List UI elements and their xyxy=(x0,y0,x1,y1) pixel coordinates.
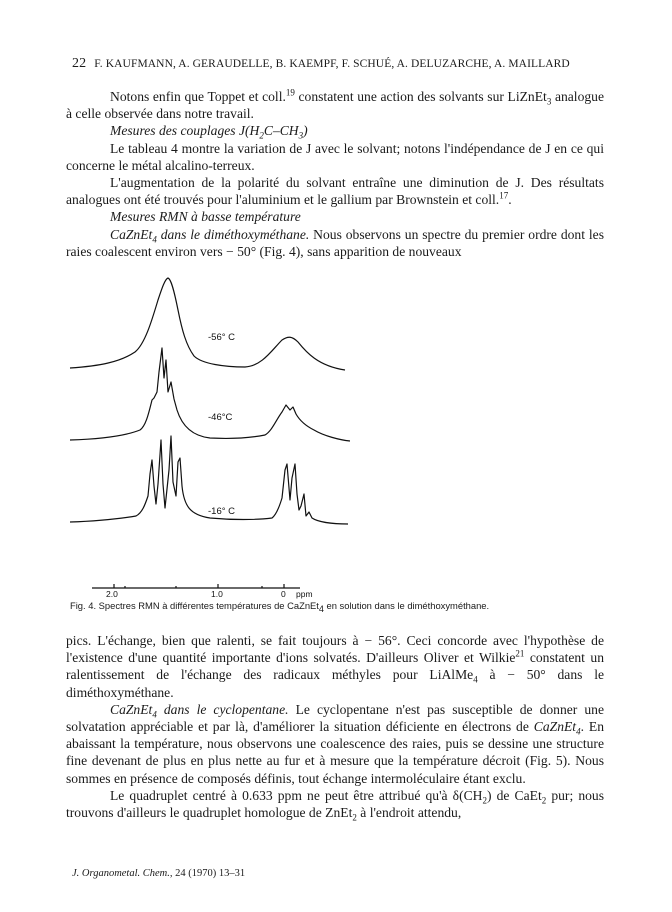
subscript: 4 xyxy=(473,675,478,686)
body-text-bottom xyxy=(66,632,604,821)
text-run: analogue à celle observée dans notre travail. xyxy=(66,89,605,122)
subscript: 4 xyxy=(152,709,157,720)
text-run: constatent une action des solvants sur LiZnEt xyxy=(294,89,547,104)
axis-tick-0: 0 xyxy=(281,589,286,599)
reference-superscript: 21 xyxy=(515,648,525,659)
subscript: 4 xyxy=(576,726,581,737)
reference-superscript: 19 xyxy=(285,87,295,98)
text-run: à − 50° dans le diméthoxyméthane. xyxy=(66,667,605,700)
trace-label-minus46: -46°C xyxy=(208,412,233,423)
text-run: ) de CaEt xyxy=(487,787,542,803)
text-run: Mesures des couplages J(H xyxy=(110,123,260,139)
text-run: . En abaissant la température, nous observons une coalescence des raies, puis se dessine une structure fine devenant de plus en plus nette au fur et à mesure que la température décroit (Fig. 5). Nous sommes en présence de composés définis, tout échange intermoléculaire étant exclu. xyxy=(66,719,604,786)
subscript: 2 xyxy=(352,812,357,823)
text-run: Le cyclopentane n'est pas susceptible de donner une solvatation appréciable et par là, d'améliorer la situation déficiente en électrons de xyxy=(66,701,604,735)
subscript: 3 xyxy=(298,131,304,142)
text-run: dans le diméthoxyméthane. xyxy=(156,226,310,242)
journal-name: J. Organometal. Chem., xyxy=(72,868,173,879)
text-run: constatent un ralentissement de l'échange des radicaux méthyles pour LiAlMe xyxy=(66,650,604,683)
axis-tick-2: 2.0 xyxy=(106,589,118,599)
axis-tick-1: 1.0 xyxy=(211,589,223,599)
paragraph-cyclopentane xyxy=(66,701,604,787)
compound-name: CaZnEt xyxy=(110,701,153,717)
compound-name: CaZnEt xyxy=(533,719,577,735)
x-axis xyxy=(92,584,300,588)
subscript: 2 xyxy=(259,131,264,142)
axis-unit: ppm xyxy=(296,589,313,599)
text-run: Le quadruplet centré à 0.633 ppm ne peut être attribué qu'à δ(CH xyxy=(110,787,483,803)
paragraph-quadruplet xyxy=(66,787,604,821)
page-number: 22 xyxy=(72,56,87,71)
compound-name: CaZnEt xyxy=(110,226,153,242)
text-run: pur; nous trouvons d'ailleurs le quadruplet homologue de ZnEt xyxy=(66,787,604,821)
journal-footer xyxy=(72,868,245,879)
paragraph-pics xyxy=(66,632,604,701)
text-run: dans le cyclopentane. xyxy=(156,701,289,717)
text-run: Notons enfin que Toppet et coll. xyxy=(110,89,286,104)
text-run: L'augmentation de la polarité du solvant entraîne une diminution de J. Des résultats analogues ont été trouvés pour l'aluminium et le gallium par Brownstein et coll. xyxy=(66,175,604,208)
text-run: Nous observons un spectre du premier ordre dont les raies coalescent environ vers − 50° (Fig. 4), sans apparition de nouveaux xyxy=(66,226,604,259)
text-run: Fig. 4. Spectres RMN à différentes températures de CaZnEt xyxy=(70,600,319,611)
subscript: 4 xyxy=(318,603,324,614)
text-run: ) xyxy=(303,123,308,139)
subscript: 4 xyxy=(152,234,157,245)
text-run: C–CH xyxy=(263,123,299,139)
paragraph-tableau: Le tableau 4 montre la variation de J avec le solvant; notons l'indépendance de J en ce qui concerne le métal alcalino-terreux. xyxy=(66,140,604,173)
subscript: 3 xyxy=(546,96,552,107)
figure-caption xyxy=(70,600,610,614)
citation: 24 (1970) 13–31 xyxy=(172,868,246,879)
spectrum-trace-minus56 xyxy=(70,278,345,370)
text-run: à l'endroit attendu, xyxy=(356,805,462,821)
text-run: en solution dans le diméthoxyméthane. xyxy=(323,600,490,611)
text-run: . xyxy=(508,192,512,208)
section-heading-rmn: Mesures RMN à basse température xyxy=(110,209,301,225)
trace-label-minus56: -56° C xyxy=(208,332,236,343)
text-run: pics. L'échange, bien que ralenti, se fait toujours à − 56°. Ceci concorde avec l'hypothèse de l'existence d'une quantité importante d'ions solvatés. D'ailleurs Oliver et Wilkie xyxy=(66,633,604,666)
author-list: F. KAUFMANN, A. GERAUDELLE, B. KAEMPF, F. SCHUÉ, A. DELUZARCHE, A. MAILLARD xyxy=(94,58,570,70)
trace-label-minus16: -16° C xyxy=(208,506,236,517)
reference-superscript: 17 xyxy=(499,190,509,201)
subscript: 2 xyxy=(541,795,547,806)
subscript: 2 xyxy=(482,795,487,806)
